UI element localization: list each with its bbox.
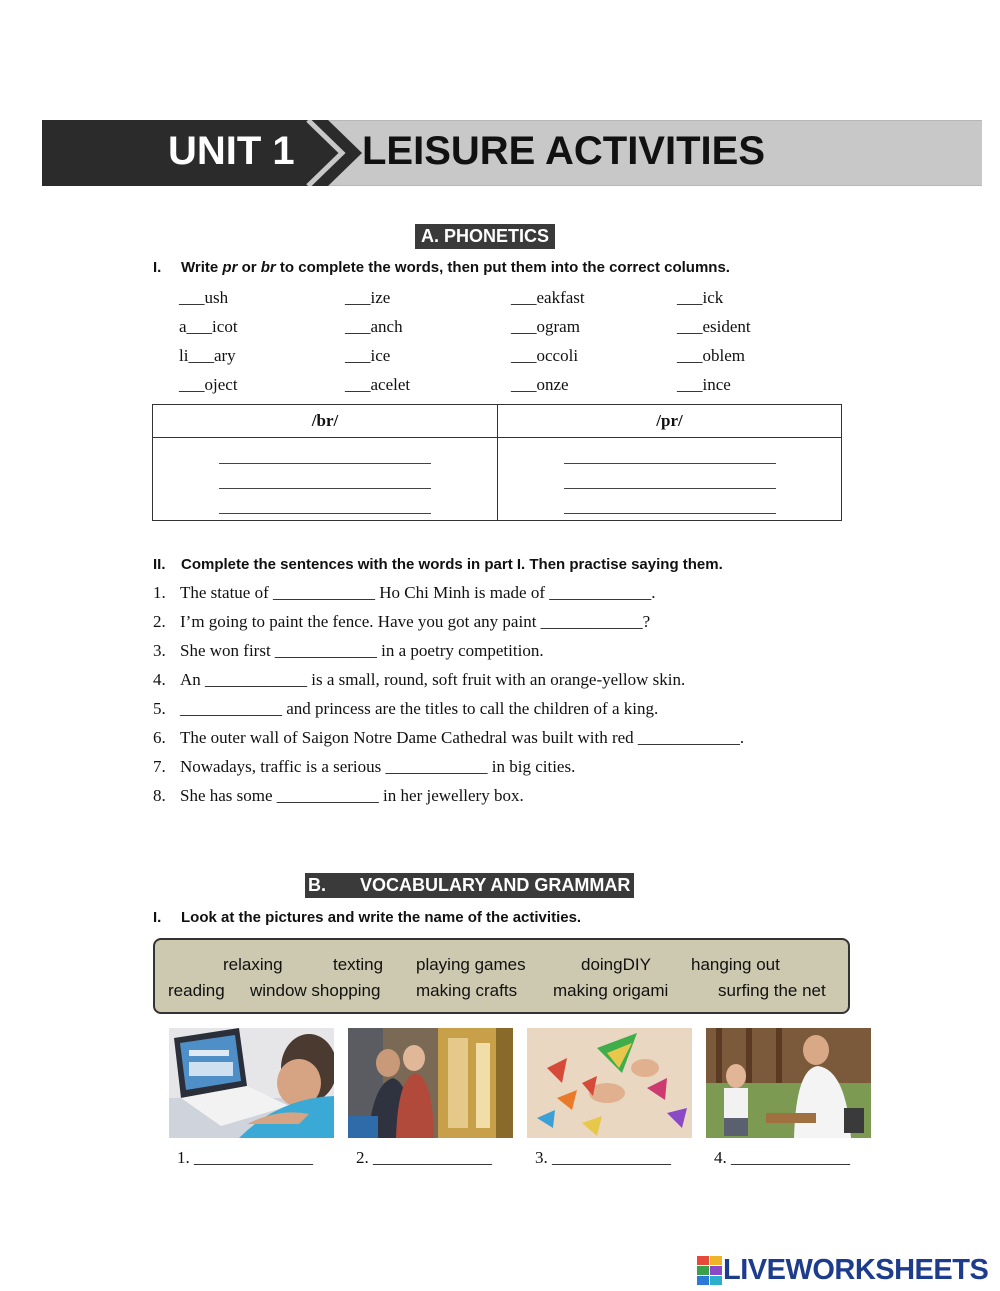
sentence-number: 8.: [153, 786, 166, 805]
section-b-letter: B.: [308, 875, 326, 895]
part1-number: I.: [153, 259, 162, 276]
pr-column: [498, 438, 842, 521]
word-item[interactable]: ___oblem: [677, 346, 745, 365]
word-bank-item: hanging out: [691, 955, 780, 974]
instr-text-b: or: [237, 259, 261, 276]
sentence-item: [153, 641, 744, 670]
answer-caption-3[interactable]: 3. ______________: [535, 1148, 671, 1167]
diy-father-son-image: [706, 1028, 871, 1138]
activity-picture-1: [169, 1028, 334, 1138]
answer-caption-2[interactable]: 2. ______________: [356, 1148, 492, 1167]
sentence-number: 1.: [153, 583, 166, 602]
sentence-text[interactable]: She won first ____________ in a poetry competition.: [180, 641, 544, 660]
origami-crafts-image: [527, 1028, 692, 1138]
word-item[interactable]: ___ush: [179, 288, 229, 307]
sentence-number: 5.: [153, 699, 166, 718]
word-row: [179, 288, 837, 317]
word-item[interactable]: a___icot: [179, 317, 238, 336]
word-bank-item: texting: [333, 955, 384, 974]
sentence-item: [153, 670, 744, 699]
column-header-pr: /pr/: [498, 405, 842, 438]
sentence-item: [153, 728, 744, 757]
sentence-text[interactable]: She has some ____________ in her jewellery box.: [180, 786, 524, 805]
part-b1-number: I.: [153, 909, 162, 926]
word-item[interactable]: ___onze: [511, 375, 569, 394]
sound-columns-table: [152, 404, 842, 521]
word-row: [179, 375, 837, 404]
part2-instruction: [153, 556, 723, 573]
sentence-item: [153, 699, 744, 728]
sentence-text[interactable]: The outer wall of Saigon Notre Dame Cathedral was built with red ____________.: [180, 728, 745, 747]
sentence-text[interactable]: Nowadays, traffic is a serious ____________ in big cities.: [180, 757, 576, 776]
laptop-person-image: [169, 1028, 334, 1138]
answer-line[interactable]: [219, 489, 431, 514]
answer-line[interactable]: [219, 464, 431, 489]
logo-text: LIVEWORKSHEETS: [723, 1254, 989, 1286]
word-item[interactable]: ___esident: [677, 317, 751, 336]
sentence-text[interactable]: ____________ and princess are the titles to call the children of a king.: [180, 699, 659, 718]
part2-number: II.: [153, 556, 166, 573]
word-bank-item: making origami: [553, 981, 669, 1000]
unit-label: UNIT 1: [168, 129, 295, 173]
logo-blocks-icon: [697, 1256, 723, 1286]
answer-line[interactable]: [564, 464, 776, 489]
sentence-list: [153, 583, 744, 815]
word-bank-item: window shopping: [250, 981, 381, 1000]
word-item[interactable]: ___ick: [677, 288, 724, 307]
answer-caption-4[interactable]: 4. ______________: [714, 1148, 850, 1167]
unit-banner: [42, 120, 982, 186]
sentence-text[interactable]: An ____________ is a small, round, soft fruit with an orange-yellow skin.: [180, 670, 686, 689]
sentence-number: 6.: [153, 728, 166, 747]
unit-title: LEISURE ACTIVITIES: [362, 129, 766, 173]
answer-caption-1[interactable]: 1. ______________: [177, 1148, 313, 1167]
word-bank-item: playing games: [416, 955, 526, 974]
word-item[interactable]: ___ice: [345, 346, 391, 365]
sentence-text[interactable]: I’m going to paint the fence. Have you got any paint ____________?: [180, 612, 651, 631]
part1-instruction: [153, 259, 730, 276]
br-column: [153, 438, 498, 521]
word-bank-item: surfing the net: [718, 981, 826, 1000]
word-bank-item: making crafts: [416, 981, 518, 1000]
sentence-item: [153, 583, 744, 612]
word-grid: [179, 288, 837, 404]
sentence-number: 7.: [153, 757, 166, 776]
sentence-item: [153, 786, 744, 815]
column-header-br: /br/: [153, 405, 498, 438]
section-b-title: VOCABULARY AND GRAMMAR: [360, 875, 631, 895]
part-b1-instruction: [153, 909, 581, 926]
activity-picture-2: [348, 1028, 513, 1138]
section-b-heading: [305, 873, 634, 898]
sentence-number: 3.: [153, 641, 166, 660]
word-bank-box: [153, 938, 850, 1014]
sentence-number: 2.: [153, 612, 166, 631]
word-row: [179, 317, 837, 346]
answer-line[interactable]: [564, 439, 776, 464]
word-item[interactable]: ___acelet: [345, 375, 411, 394]
instr-br: br: [260, 259, 276, 276]
word-item[interactable]: ___ince: [677, 375, 731, 394]
word-bank-item: doingDIY: [581, 955, 651, 974]
window-shopping-image: [348, 1028, 513, 1138]
sentence-item: [153, 757, 744, 786]
sentence-number: 4.: [153, 670, 166, 689]
part2-text: Complete the sentences with the words in part I. Then practise saying them.: [181, 556, 723, 573]
instr-text-c: to complete the words, then put them into the correct columns.: [275, 259, 730, 276]
word-item[interactable]: ___ize: [345, 288, 391, 307]
answer-line[interactable]: [564, 489, 776, 514]
word-item[interactable]: ___anch: [345, 317, 403, 336]
word-row: [179, 346, 837, 375]
word-bank-item: relaxing: [223, 955, 283, 974]
word-item[interactable]: ___occoli: [511, 346, 579, 365]
word-bank-item: reading: [168, 981, 225, 1000]
instr-pr: pr: [222, 259, 238, 276]
instr-text-a: Write: [181, 259, 223, 276]
word-item[interactable]: ___ogram: [511, 317, 580, 336]
liveworksheets-logo: [697, 1254, 988, 1287]
word-item[interactable]: li___ary: [179, 346, 236, 365]
word-item[interactable]: ___eakfast: [511, 288, 585, 307]
part-b1-text: Look at the pictures and write the name of the activities.: [181, 909, 582, 926]
sentence-item: [153, 612, 744, 641]
activity-picture-3: [527, 1028, 692, 1138]
banner-chevron-icon: [282, 120, 372, 186]
word-item[interactable]: ___oject: [179, 375, 238, 394]
section-a-heading: A. PHONETICS: [415, 224, 555, 249]
answer-line[interactable]: [219, 439, 431, 464]
sentence-text[interactable]: The statue of ____________ Ho Chi Minh is made of ____________.: [180, 583, 656, 602]
activity-picture-4: [706, 1028, 871, 1138]
